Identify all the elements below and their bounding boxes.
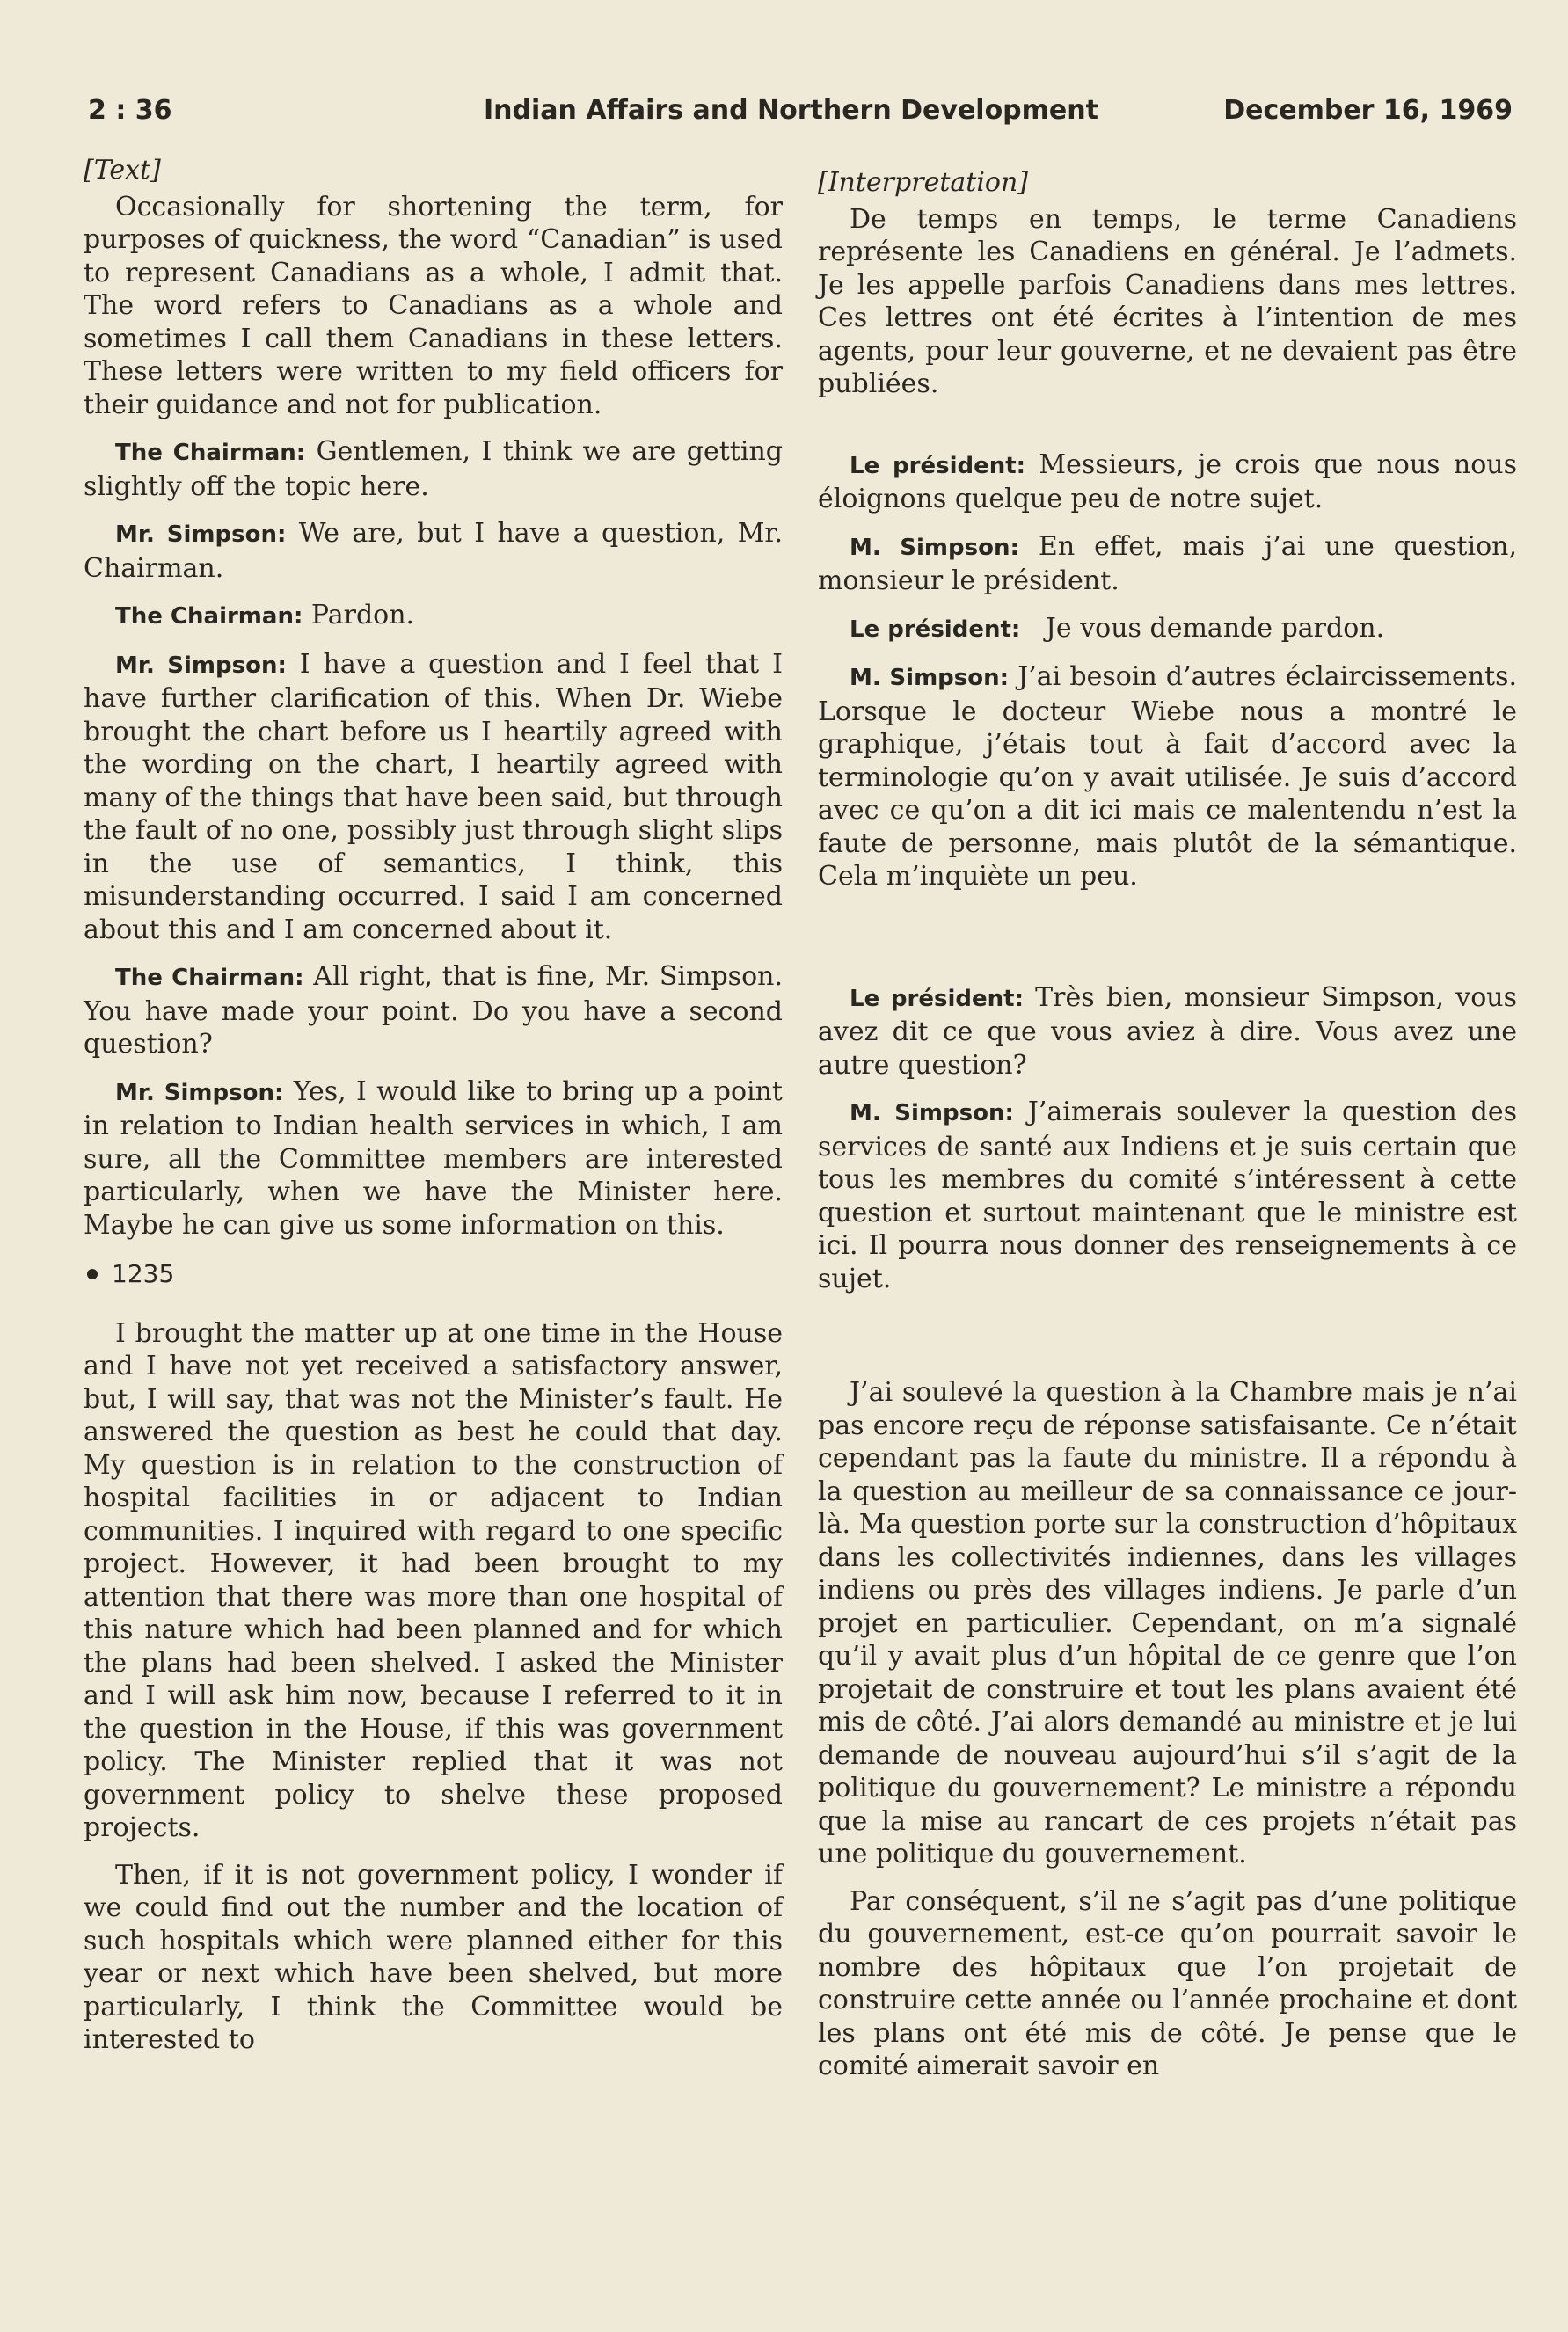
speech-text: Je vous demande pardon. xyxy=(1020,612,1385,644)
text-marker: [Text] xyxy=(84,155,161,186)
speaker-name: Mr. Simpson: xyxy=(115,652,287,679)
speech-text: En effet, mais j’ai une question, monsieur le président. xyxy=(818,530,1517,596)
paragraph: I brought the matter up at one time in the House and I have not yet received a satisfactory answer, but, I will say, that was not the Minister’s fault. He answered the question as best he could that day. My question is in relation to the construction of hospital facilities in or adjacent to Indian communities. I inquired with regard to one specific project. However, it had been brought to my attention that there was more than one hospital of this nature which had been planned and for which the plans had been shelved. I asked the Minister and I will ask him now, because I referred to it in the question in the House, if this was government policy. The Minister replied that it was not government policy to shelve these proposed projects. xyxy=(84,1317,783,1843)
speaker-name: Le président: xyxy=(850,452,1026,479)
speech-paragraph xyxy=(818,448,1517,516)
speech-paragraph xyxy=(84,648,783,947)
speaker-name: M. Simpson: xyxy=(850,1100,1014,1126)
paragraph: Then, if it is not government policy, I wonder if we could find out the number and the location of such hospitals which were planned either for this year or next which have been shelved, but more particularly, I think the Committee would be interested to xyxy=(84,1859,783,2055)
speech-paragraph xyxy=(84,1075,783,1243)
timestamp xyxy=(84,1257,783,1291)
french-column xyxy=(818,154,1517,2083)
speaker-name: The Chairman: xyxy=(115,965,304,991)
english-column xyxy=(84,154,783,2057)
paragraph: J’ai soulevé la question à la Chambre mais je n’ai pas encore reçu de réponse satisfaisante. Ce n’était cependant pas la faute du ministre. Il a répondu à la question au meilleur de sa connaissance ce jour-là. Ma question porte sur la construction d’hôpitaux dans les collectivités indiennes, dans les villages indiens ou près des villages indiens. Je parle d’un projet en particulier. Cependant, on m’a signalé qu’il y avait plus d’un hôpital de ce genre que l’on projetait de construire et tout les plans avaient été mis de côté. J’ai alors demandé au ministre et je lui demande de nouveau aujourd’hui s’il s’agit de la politique du gouvernement? Le ministre a répondu que la mise au rancart de ces projets n’était pas une politique du gouvernement. xyxy=(818,1377,1517,1869)
speaker-name: The Chairman: xyxy=(115,603,303,630)
page-number: 2 : 36 xyxy=(88,95,172,126)
speech-text: We are, but I have a question, Mr. Chairman. xyxy=(84,518,783,584)
speech-paragraph xyxy=(84,960,783,1061)
speech-text: Très bien, monsieur Simpson, vous avez dit ce que vous aviez à dire. Vous avez une autre question? xyxy=(818,981,1517,1081)
session-date: December 16, 1969 xyxy=(1223,95,1513,126)
speech-paragraph xyxy=(818,660,1517,893)
paragraph: De temps en temps, le terme Canadiens représente les Canadiens en général. Je l’admets. Je les appelle parfois Canadiens dans mes lettres. Ces lettres ont été écrites à l’intention de mes agents, pour leur gouverne, et ne devaient pas être publiées. xyxy=(818,203,1517,399)
publication-title: Indian Affairs and Northern Development xyxy=(484,95,1098,126)
speaker-name: The Chairman: xyxy=(115,440,306,466)
speech-paragraph xyxy=(818,612,1517,647)
speech-paragraph xyxy=(818,1096,1517,1295)
speech-text: Gentlemen, I think we are getting slightly off the topic here. xyxy=(84,436,783,502)
speech-text: J’aimerais soulever la question des services de santé aux Indiens et je suis certain que tous les membres du comité s’intéressent à cette question et surtout maintenant que le ministre est ici. Il pourra nous donner des renseignements à ce sujet. xyxy=(818,1097,1518,1294)
paragraph: Par conséquent, s’il ne s’agit pas d’une politique du gouvernement, est-ce qu’on pourrait savoir le nombre des hôpitaux que l’on projetait de construire cette année ou l’année prochaine et dont les plans ont été mis de côté. Je pense que le comité aimerait savoir en xyxy=(818,1885,1517,2081)
speech-paragraph xyxy=(84,599,783,634)
speech-paragraph xyxy=(818,981,1517,1082)
speech-text: Messieurs, je crois que nous nous éloignons quelque peu de notre sujet. xyxy=(818,448,1517,514)
speaker-name: M. Simpson: xyxy=(850,665,1010,691)
speech-paragraph xyxy=(84,435,783,503)
speaker-name: Le président: xyxy=(850,616,1021,643)
timestamp-value: 1235 xyxy=(112,1259,175,1288)
speaker-name: Le président: xyxy=(850,985,1024,1012)
speech-text: J’ai besoin d’autres éclaircissements. Lorsque le docteur Wiebe nous a montré le graphique, j’étais tout à fait d’accord avec la terminologie qu’on y avait utilisée. Je suis d’accord avec ce qu’on a dit ici mais ce malentendu n’est la faute de personne, mais plutôt de la sémantique. Cela m’inquiète un peu. xyxy=(818,661,1518,892)
bullet-dot-icon xyxy=(87,1269,98,1279)
speaker-name: M. Simpson: xyxy=(850,534,1019,561)
speaker-name: Mr. Simpson: xyxy=(115,1079,284,1106)
speech-text: Pardon. xyxy=(303,600,415,630)
speech-paragraph xyxy=(84,517,783,585)
speaker-name: Mr. Simpson: xyxy=(115,521,287,548)
running-header xyxy=(88,88,1513,132)
speech-text: All right, that is fine, Mr. Simpson. You have made your point. Do you have a second question? xyxy=(84,961,783,1060)
paragraph: Occasionally for shortening the term, for purposes of quickness, the word “Canadian” is used to represent Canadians as a whole, I admit that. The word refers to Canadians as a whole and sometimes I call them Canadians in these letters. These letters were written to my field officers for their guidance and not for publication. xyxy=(84,191,783,420)
speech-text: I have a question and I feel that I have further clarification of this. When Dr. Wiebe brought the chart before us I heartily agreed with the wording on the chart, I heartily agreed with many of the things that have been said, but through the fault of no one, possibly just through slight slips in the use of semantics, I think, this misunderstanding occurred. I said I am concerned about this and I am concerned about it. xyxy=(84,648,783,945)
speech-paragraph xyxy=(818,530,1517,598)
interpretation-marker: [Interpretation] xyxy=(818,167,1029,198)
speech-text: Yes, I would like to bring up a point in relation to Indian health services in which, I am sure, all the Committee members are interested particularly, when we have the Minister here. Maybe he can give us some information on this. xyxy=(84,1075,783,1241)
